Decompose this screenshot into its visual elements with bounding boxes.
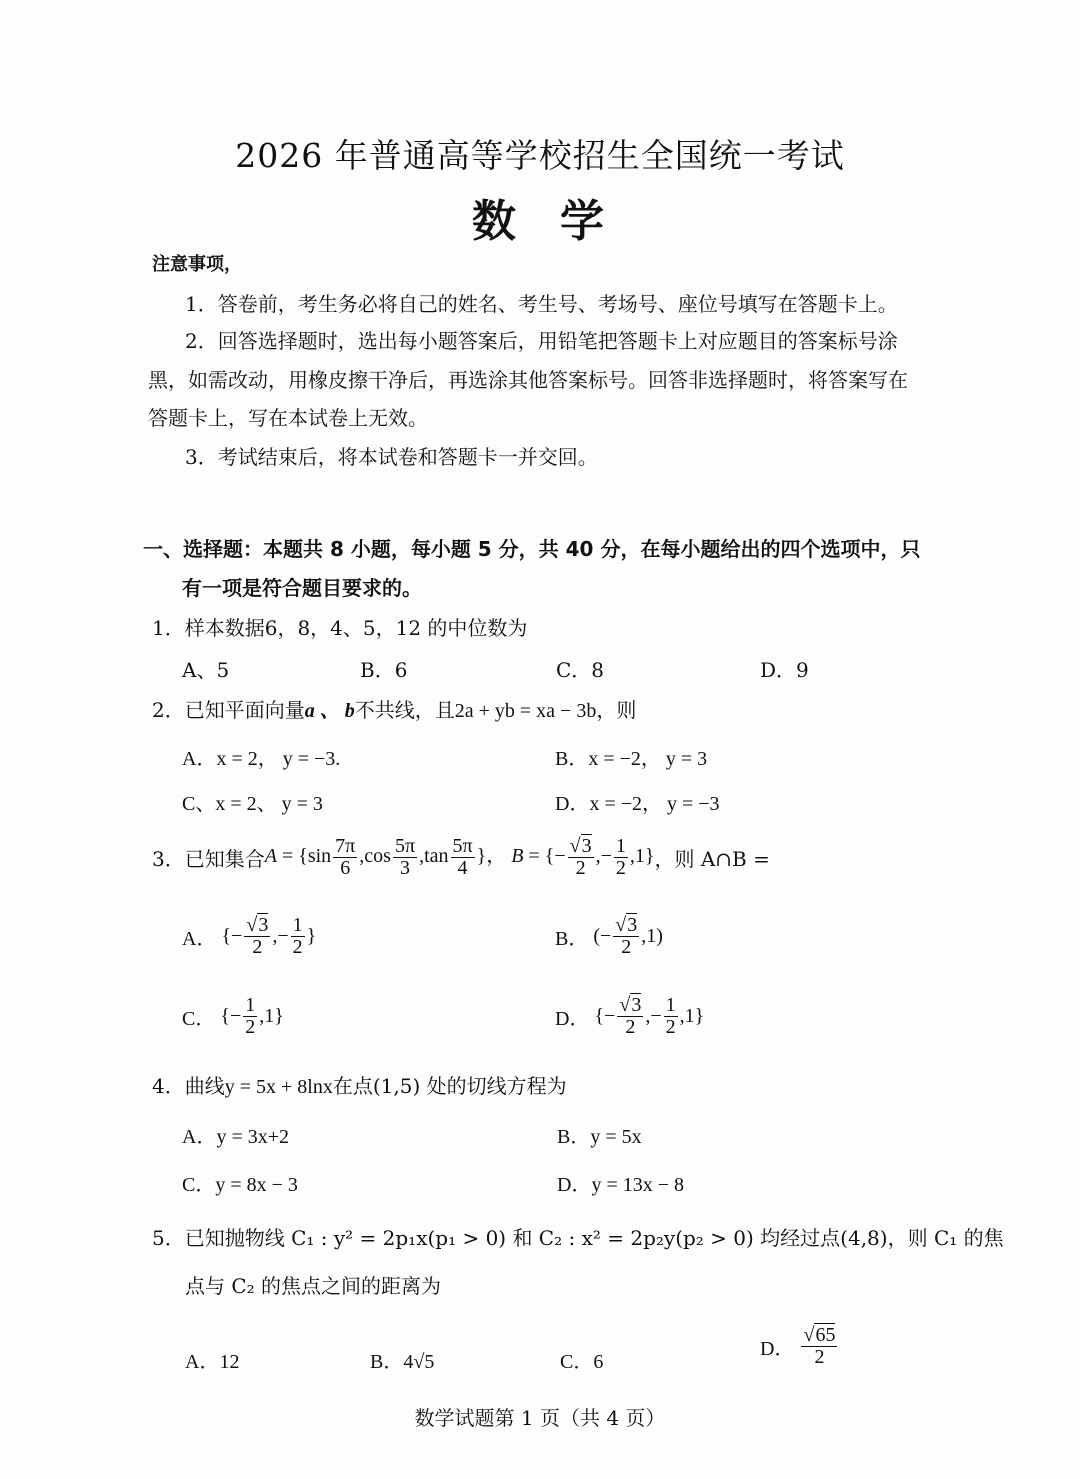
- question-2-option-c: C、x = 2、 y = 3: [182, 793, 323, 815]
- subject-title: 数学: [472, 196, 648, 247]
- notice-item-3: 3．考试结束后，将本试卷和答题卡一并交回。: [185, 445, 598, 469]
- question-3-stem-suffix: ，则 A∩B =: [654, 847, 770, 871]
- question-3-stem-prefix: 3．已知集合: [152, 847, 265, 871]
- question-5-option-c: C．6: [560, 1351, 604, 1373]
- question-5-option-b: B．4√5: [370, 1351, 435, 1373]
- question-5-option-b-value: 4√5: [403, 1351, 435, 1373]
- question-2-option-b: B．x = −2， y = 3: [555, 748, 708, 770]
- section-1-heading-line-2: 有一项是符合题目要求的。: [182, 576, 422, 600]
- question-5-option-d: D． $\frac{√65}{2}$: [760, 1324, 836, 1368]
- question-5-option-a: A．12: [185, 1351, 240, 1373]
- notice-item-1: 1．答卷前，考生务必将自己的姓名、考生号、考场号、座位号填写在答题卡上。: [185, 292, 898, 316]
- notice-item-2-line-2: 黑，如需改动，用橡皮擦干净后，再选涂其他答案标号。回答非选择题时，将答案写在: [148, 368, 908, 392]
- notice-item-2-line-1: 2．回答选择题时，选出每小题答案后，用铅笔把答题卡上对应题目的答案标号涂: [185, 329, 898, 353]
- question-3-option-c: C． {− $\frac{1}{2}$ ,1}: [182, 994, 284, 1038]
- question-3-option-d: D． {− $\frac{√3}{2}$ ,− $\frac{1}{2}$ ,1}: [555, 994, 705, 1038]
- question-4-stem: 4．曲线y = 5x + 8lnx在点(1,5) 处的切线方程为: [152, 1074, 567, 1098]
- question-2-equation: 2a + yb = xa − 3b: [454, 700, 597, 722]
- question-2-option-d: D．x = −2， y = −3: [555, 793, 720, 815]
- question-2-stem-suffix: ，则: [596, 698, 637, 722]
- set-a-expression: A = {sin $\frac{7\pi}{6}$ ,cos $\frac{5\pi}{3}$ ,tan $\frac{5\pi}{4}$ }， B = {− $\frac{√3}{2}$ ,− $\frac{1}{2}$ ,1}: [264, 835, 655, 879]
- question-1-option-a: A、5: [182, 658, 230, 682]
- question-4-curve: y = 5x + 8lnx: [224, 1076, 333, 1098]
- question-5-stem-line-1: 5．已知抛物线 C₁ : y² = 2p₁x(p₁ > 0) 和 C₂ : x² = 2p₂y(p₂ > 0) 均经过点(4,8)，则 C₁ 的焦: [152, 1226, 1004, 1250]
- question-1-option-b: B．6: [360, 658, 408, 682]
- page-footer: 数学试题第 1 页（共 4 页）: [414, 1406, 666, 1430]
- question-3-stem: [152, 836, 770, 879]
- question-2-stem-prefix: 2．已知平面向量: [152, 698, 305, 722]
- question-2-vectors: a 、 b: [304, 700, 355, 722]
- question-3-option-b: B． (− $\frac{√3}{2}$ ,1): [555, 914, 663, 958]
- question-1-option-d: D．9: [760, 658, 809, 682]
- question-4-option-c: C．y = 8x − 3: [182, 1174, 298, 1196]
- exam-title: 2026 年普通高等学校招生全国统一考试: [235, 136, 845, 175]
- question-1-option-c: C．8: [556, 658, 605, 682]
- question-2-stem-mid: 不共线，且: [354, 698, 455, 722]
- question-4-option-d: D．y = 13x − 8: [557, 1174, 685, 1196]
- section-1-heading: 一、选择题：本题共 8 小题，每小题 5 分，共 40 分，在每小题给出的四个选项中，只: [143, 537, 921, 561]
- question-4-option-b: B．y = 5x: [557, 1126, 642, 1148]
- question-2-stem: [152, 694, 636, 723]
- question-3-option-a: A． {− $\frac{√3}{2}$ ,− $\frac{1}{2}$ }: [182, 914, 317, 958]
- question-2-option-a: A．x = 2， y = −3.: [182, 748, 341, 770]
- question-1-stem: 1．样本数据6，8，4、5，12 的中位数为: [152, 616, 528, 640]
- notice-heading: 注意事项，: [152, 254, 242, 275]
- question-4-option-a: A．y = 3x+2: [182, 1126, 290, 1148]
- notice-item-2-line-3: 答题卡上，写在本试卷上无效。: [148, 406, 428, 430]
- question-5-stem-line-2: 点与 C₂ 的焦点之间的距离为: [185, 1274, 442, 1298]
